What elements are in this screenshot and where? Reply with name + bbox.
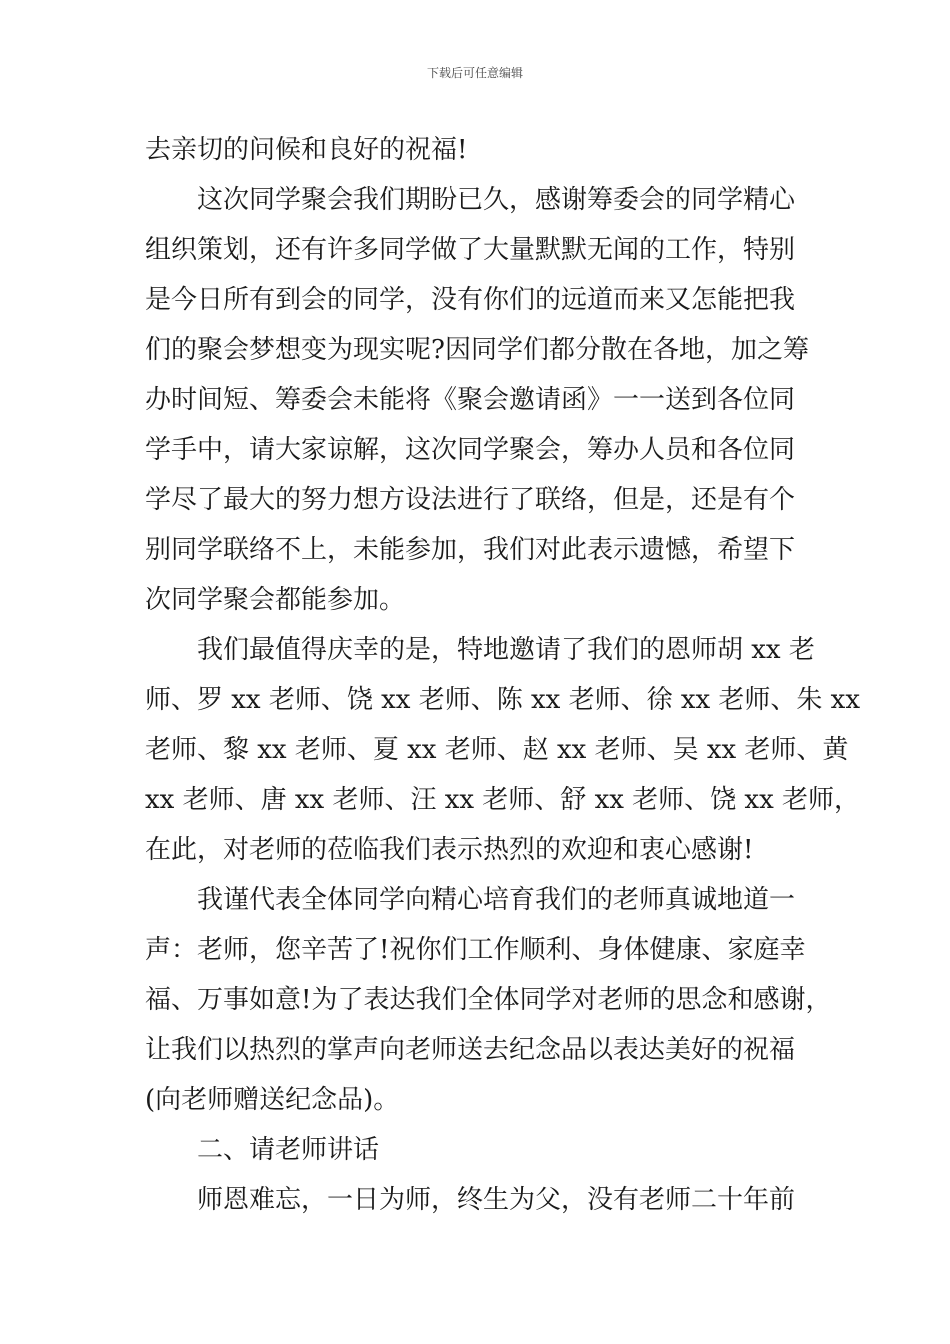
text-line: 在此，对老师的莅临我们表示热烈的欢迎和衷心感谢! — [145, 835, 754, 865]
text-line: 办时间短、筹委会未能将《聚会邀请函》一一送到各位同 — [145, 385, 796, 415]
text-line: 别同学联络不上，未能参加，我们对此表示遗憾，希望下 — [145, 535, 796, 565]
text-line: 去亲切的问候和良好的祝福! — [145, 135, 468, 165]
text-line: 声：老师，您辛苦了!祝你们工作顺利、身体健康、家庭幸 — [145, 935, 806, 965]
text-line: 让我们以热烈的掌声向老师送去纪念品以表达美好的祝福 — [145, 1035, 796, 1065]
text-line: 师、罗 xx 老师、饶 xx 老师、陈 xx 老师、徐 xx 老师、朱 xx — [145, 685, 861, 715]
text-line: 学尽了最大的努力想方设法进行了联络，但是，还是有个 — [145, 485, 796, 515]
text-line: 们的聚会梦想变为现实呢?因同学们都分散在各地，加之筹 — [145, 335, 809, 365]
text-line: 组织策划，还有许多同学做了大量默默无闻的工作，特别 — [145, 235, 796, 265]
header-note: 下载后可任意编辑 — [426, 66, 523, 80]
text-line: 福、万事如意!为了表达我们全体同学对老师的思念和感谢， — [145, 985, 832, 1015]
text-line: 次同学聚会都能参加。 — [145, 585, 406, 615]
text-line: 学手中，请大家谅解，这次同学聚会，筹办人员和各位同 — [145, 435, 796, 465]
text-line: 师恩难忘，一日为师，终生为父，没有老师二十年前 — [197, 1185, 796, 1215]
text-line: xx 老师、唐 xx 老师、汪 xx 老师、舒 xx 老师、饶 xx 老师， — [145, 785, 861, 815]
text-line: 这次同学聚会我们期盼已久，感谢筹委会的同学精心 — [197, 185, 796, 215]
text-line: 我们最值得庆幸的是，特地邀请了我们的恩师胡 xx 老 — [197, 635, 815, 665]
text-line: 是今日所有到会的同学，没有你们的远道而来又怎能把我 — [145, 285, 796, 315]
section-heading: 二、请老师讲话 — [197, 1135, 380, 1165]
text-line: (向老师赠送纪念品)。 — [145, 1085, 400, 1115]
text-line: 我谨代表全体同学向精心培育我们的老师真诚地道一 — [197, 885, 796, 915]
text-line: 老师、黎 xx 老师、夏 xx 老师、赵 xx 老师、吴 xx 老师、黄 — [145, 735, 849, 765]
